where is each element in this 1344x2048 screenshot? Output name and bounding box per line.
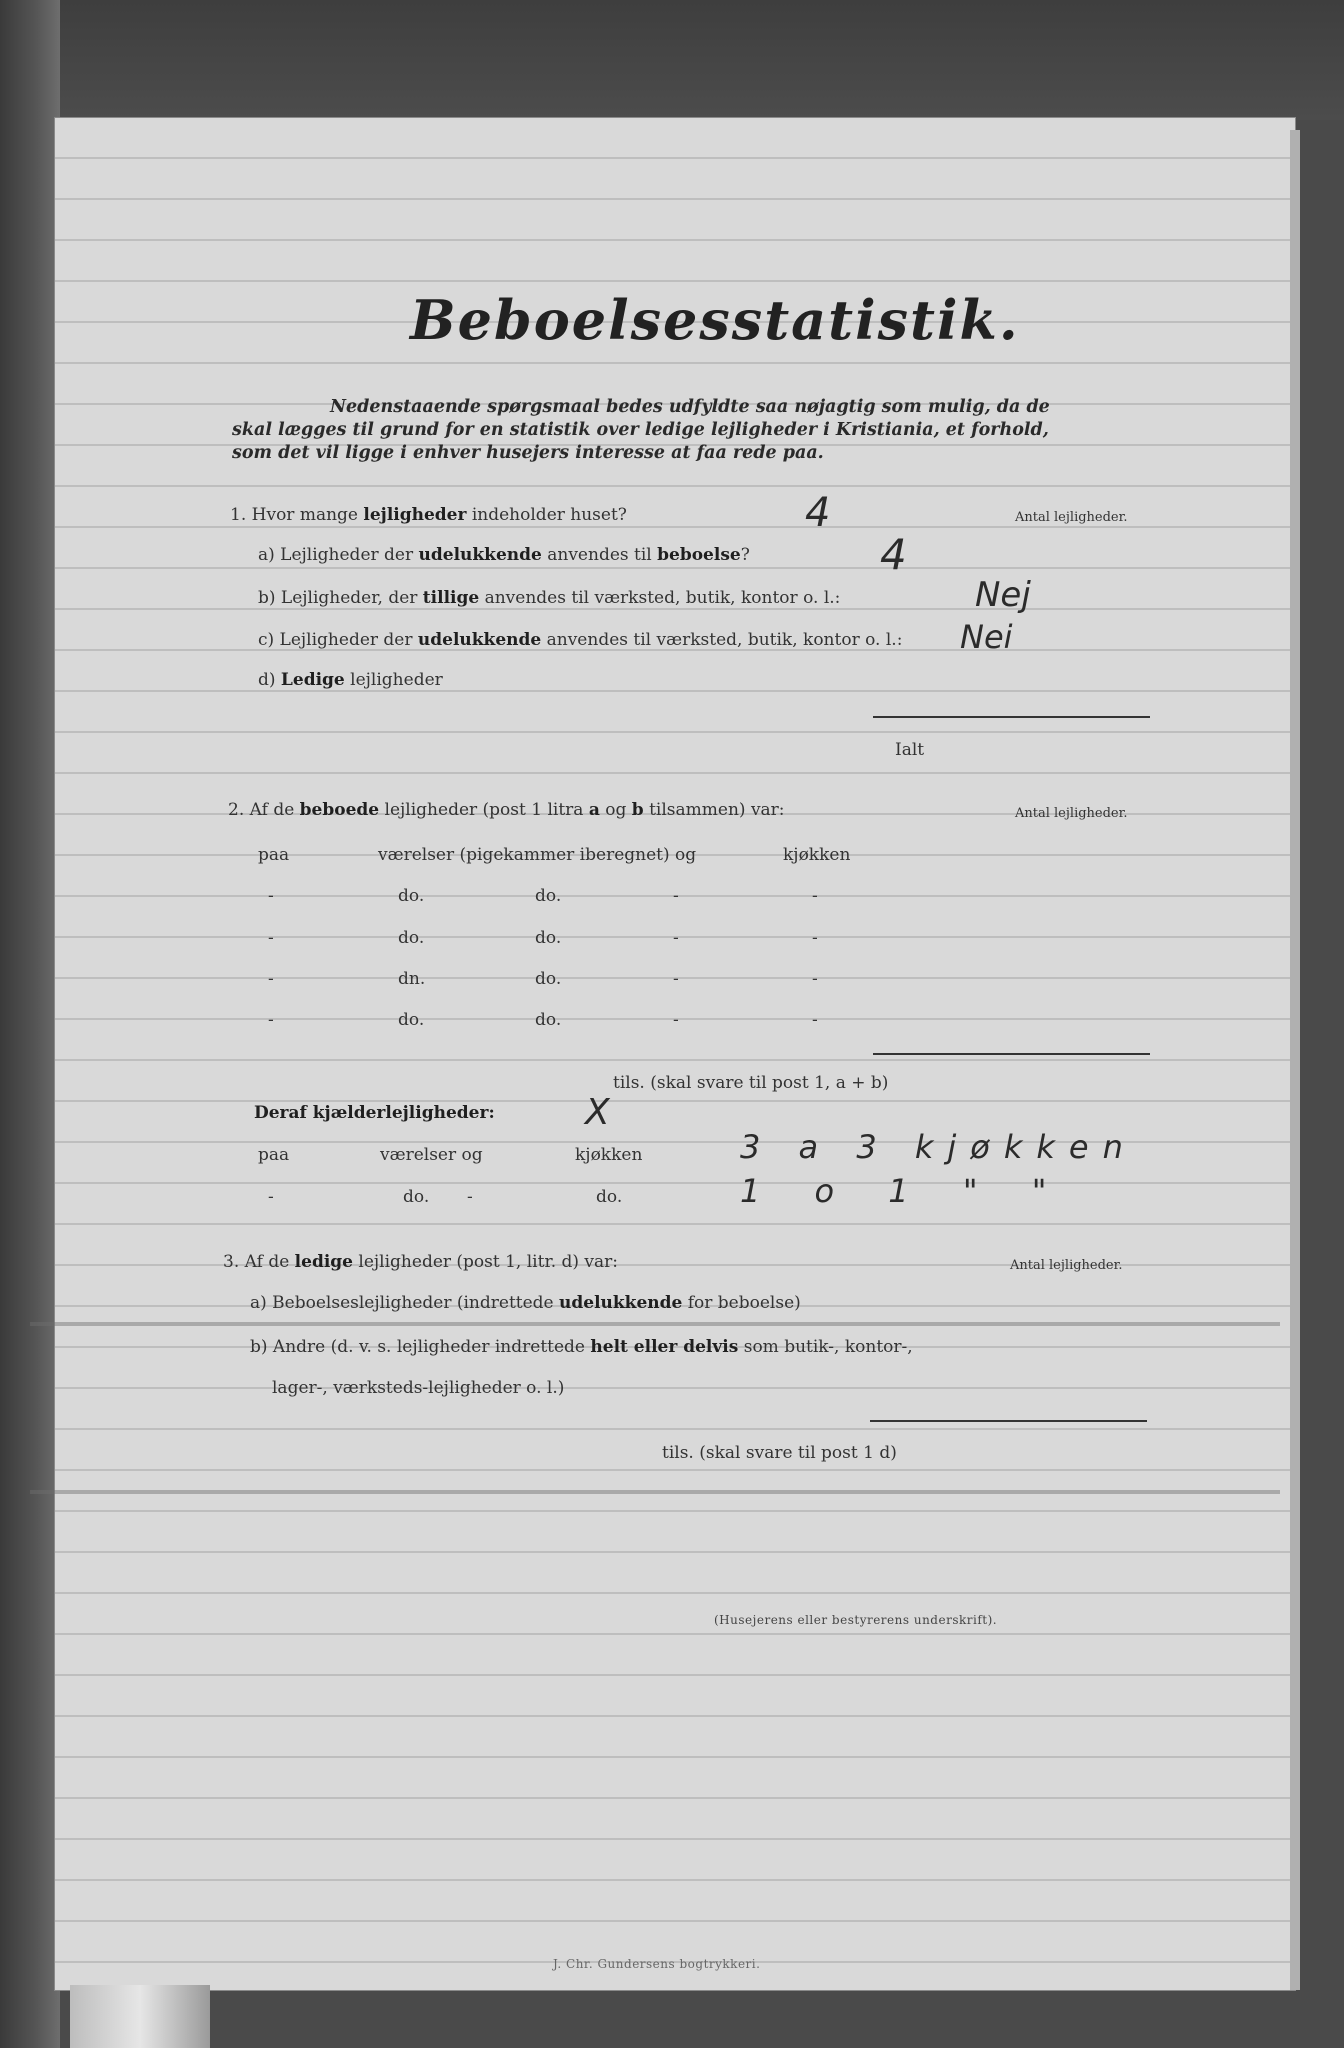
handwritten-kjaelder-row-1: 3 a 3 kjøkken xyxy=(740,1128,1137,1166)
row-dash: - xyxy=(673,928,679,948)
kjaelder-row-dash: - xyxy=(268,1187,274,1207)
total-label-1: Ialt xyxy=(895,740,925,760)
signature-label: (Husejerens eller bestyrerens underskrift). xyxy=(714,1613,998,1627)
item-b-text: b) Lejligheder, der xyxy=(258,588,423,608)
section2-number: 2. xyxy=(228,800,245,820)
scan-border-top xyxy=(0,0,1344,120)
section2-row-kjokken: kjøkken xyxy=(783,845,851,865)
kjaelder-row-do: do. xyxy=(596,1187,623,1207)
kjaelder-row-do: do. xyxy=(403,1187,430,1207)
handwritten-answer-b: Nej xyxy=(975,575,1031,615)
intro-line-3: som det vil ligge i enhver husejers interesse at faa rede paa. xyxy=(232,443,824,463)
item-a-bold: udelukkende xyxy=(418,545,542,565)
item-b-text: anvendes til værksted, butik, kontor o. l.: xyxy=(479,588,841,608)
section2-row-vaerelser: værelser (pigekammer iberegnet) og xyxy=(378,845,697,865)
item-a-text: a) Lejligheder der xyxy=(258,545,419,565)
item-b-bold: tillige xyxy=(422,588,480,608)
s3-item-b-text: som butik-, kontor-, xyxy=(738,1337,913,1357)
section2-q-bold: a xyxy=(588,800,600,820)
item-c-text: anvendes til værksted, butik, kontor o. l.: xyxy=(541,630,903,650)
paper-edge xyxy=(1290,130,1300,1990)
scan-border-left xyxy=(0,0,60,2048)
item-c-text: c) Lejligheder der xyxy=(258,630,418,650)
section1-item-d xyxy=(258,670,443,690)
kjaelder-row-vaerelser: værelser og xyxy=(380,1145,483,1165)
form-title: Beboelsesstatistik. xyxy=(410,288,1020,352)
section2-q-part: lejligheder (post 1 litra xyxy=(379,800,589,820)
s3-item-b-text: b) Andre (d. v. s. lejligheder indrettede xyxy=(250,1337,591,1357)
section1-number: 1. xyxy=(230,505,247,525)
section2-q-part: tilsammen) var: xyxy=(643,800,785,820)
s3-item-a-text: for beboelse) xyxy=(682,1293,801,1313)
section3-q-part: Af de xyxy=(244,1252,295,1272)
s3-item-a-text: a) Beboelseslejligheder (indrettede xyxy=(250,1293,560,1313)
row-do: do. xyxy=(398,1010,425,1030)
section2-q-part: Af de xyxy=(249,800,300,820)
row-dash: - xyxy=(812,1010,818,1030)
total-rule-2 xyxy=(873,1053,1150,1055)
item-c-bold: udelukkende xyxy=(417,630,542,650)
row-do: dn. xyxy=(398,969,426,989)
section3-item-b-cont: lager-, værksteds-lejligheder o. l.) xyxy=(272,1378,565,1398)
kjaelder-row-paa: paa xyxy=(258,1145,290,1165)
section1-item-b xyxy=(258,588,840,608)
item-a-text: anvendes til xyxy=(541,545,658,565)
row-dash: - xyxy=(812,886,818,906)
antal-header-2: Antal lejligheder. xyxy=(1015,806,1128,821)
deraf-label: Deraf kjælderlejligheder: xyxy=(254,1103,495,1123)
scan-glare xyxy=(70,1985,210,2048)
section2-q-part: og xyxy=(599,800,632,820)
section3-number: 3. xyxy=(223,1252,240,1272)
total-rule-1 xyxy=(873,716,1150,718)
section2-question xyxy=(228,800,785,820)
section1-item-a xyxy=(258,545,750,565)
total-rule-3 xyxy=(870,1420,1147,1422)
item-d-bold: Ledige xyxy=(280,670,345,690)
item-a-bold: beboelse xyxy=(657,545,741,565)
section-divider xyxy=(30,1322,1280,1326)
s3-item-b-bold: helt eller delvis xyxy=(590,1337,739,1357)
printer-imprint: J. Chr. Gundersens bogtrykkeri. xyxy=(553,1957,761,1971)
row-do: do. xyxy=(535,969,562,989)
row-dash: - xyxy=(268,928,274,948)
handwritten-answer-c: Nei xyxy=(960,618,1013,656)
row-dash: - xyxy=(268,886,274,906)
kjaelder-row-kjokken: kjøkken xyxy=(575,1145,643,1165)
row-dash: - xyxy=(812,928,818,948)
item-d-text: d) xyxy=(258,670,281,690)
section1-q-part: indeholder huset? xyxy=(466,505,627,525)
section-divider xyxy=(30,1490,1280,1494)
row-do: do. xyxy=(398,886,425,906)
handwritten-kjaelder-row-2: 1 o 1 " " xyxy=(740,1172,1069,1210)
row-dash: - xyxy=(673,886,679,906)
section2-row-paa: paa xyxy=(258,845,290,865)
section1-q-bold: lejligheder xyxy=(363,505,467,525)
row-dash: - xyxy=(673,969,679,989)
section3-item-b xyxy=(250,1337,913,1357)
kjaelder-row-dash: - xyxy=(467,1187,473,1207)
handwritten-answer-total: 4 xyxy=(805,490,831,536)
row-do: do. xyxy=(535,1010,562,1030)
section3-q-bold: ledige xyxy=(294,1252,353,1272)
section1-q-part: Hvor mange xyxy=(251,505,364,525)
antal-header-3: Antal lejligheder. xyxy=(1010,1258,1123,1273)
row-dash: - xyxy=(812,969,818,989)
section3-item-a xyxy=(250,1293,801,1313)
row-do: do. xyxy=(535,886,562,906)
tils-note-2: tils. (skal svare til post 1, a + b) xyxy=(613,1073,889,1093)
row-do: do. xyxy=(535,928,562,948)
intro-line-1: Nedenstaaende spørgsmaal bedes udfyldte saa nøjagtig som mulig, da de xyxy=(330,397,1050,417)
section3-q-part: lejligheder (post 1, litr. d) var: xyxy=(353,1252,619,1272)
s3-item-a-bold: udelukkende xyxy=(559,1293,683,1313)
section3-question xyxy=(223,1252,618,1272)
row-dash: - xyxy=(673,1010,679,1030)
row-dash: - xyxy=(268,1010,274,1030)
section1-item-c xyxy=(258,630,902,650)
section2-q-bold: beboede xyxy=(299,800,380,820)
handwritten-answer-deraf: X xyxy=(585,1092,610,1133)
item-a-text: ? xyxy=(740,545,750,565)
tils-note-3: tils. (skal svare til post 1 d) xyxy=(662,1443,897,1463)
section2-q-bold: b xyxy=(631,800,644,820)
antal-header-1: Antal lejligheder. xyxy=(1015,510,1128,525)
row-do: do. xyxy=(398,928,425,948)
intro-line-2: skal lægges til grund for en statistik over ledige lejligheder i Kristiania, et forhold, xyxy=(232,420,1049,440)
section1-question xyxy=(230,505,627,525)
row-dash: - xyxy=(268,969,274,989)
item-d-text: lejligheder xyxy=(344,670,443,690)
handwritten-answer-a: 4 xyxy=(880,530,907,579)
